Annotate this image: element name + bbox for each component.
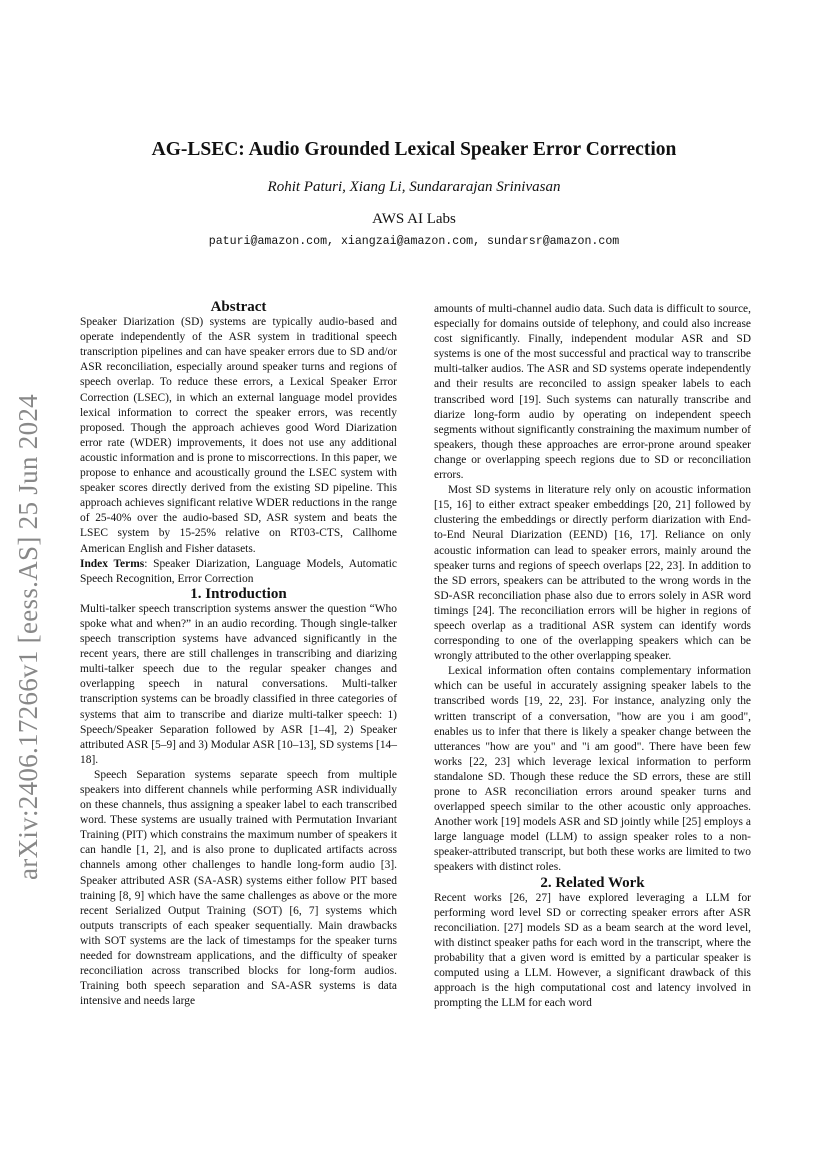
index-terms (80, 557, 397, 587)
intro-paragraph-3: amounts of multi-channel audio data. Such data is difficult to source, especially for domains outside of telephony, and could also increase cost significantly. Finally, independent modular ASR and SD systems is one of the most successful and practical way to transcribe multi-talker audios. The ASR and SD systems operate independently and their results are reconciled to assign speaker labels to each transcribed word [19]. Such systems can naturally transcribe and diarize long-form audio by operating on independent speech segments without significantly constraining the maximum number of speakers, though these approaches are error-prone around speaker change or overlapping speech regions due to SD or reconciliation errors. (434, 303, 751, 482)
paper-title: AG-LSEC: Audio Grounded Lexical Speaker Error Correction (151, 139, 677, 160)
affiliation: AWS AI Labs (372, 211, 456, 227)
right-column (434, 302, 751, 1011)
intro-paragraph-5: Lexical information often contains complementary information which can be useful in accurately assigning speaker labels to the transcribed words [19, 22, 23]. For instance, analyzing only the written transcript of a conversation, "how are you i am good", enables us to infer that there is likely a speaker change between the utterances "how are you" and "i am good". There have been few works [22, 23] which leverage lexical information to perform standalone SD. Though these reduce the SD errors, these are still prone to ASR reconciliation errors around speaker turns and overlapped speech similar to the other acoustic only approaches. Another work [19] models ASR and SD jointly while [25] employs a large language model (LLM) to assign speaker roles to a non-speaker-attributed transcript, but both these works are limited to two speakers with distinct roles. (434, 665, 751, 874)
left-column (80, 300, 397, 1009)
related-paragraph-1: Recent works [26, 27] have explored leveraging a LLM for performing word level SD or correcting speaker errors after ASR reconciliation. [27] models SD as a beam search at the word level, with distinct speaker paths for each word in the transcript, where the probability that a given word is emitted by a particular speaker is computed using a LLM. However, a significant drawback of this approach is the high computational cost and latency involved in prompting the LLM for each word (434, 891, 751, 1010)
abstract-text: Speaker Diarization (SD) systems are typically audio-based and operate independently of the ASR system in traditional speech transcription pipelines and can have speaker errors due to SD and/or ASR reconciliation, especially around speaker turns and regions of speech overlap. To reduce these errors, a Lexical Speaker Error Correction (LSEC), in which an external language model provides lexical information to correct the speaker errors, was recently proposed. Though the approach achieves good Word Diarization error rate (WDER) improvements, it does not use any additional acoustic information and is prone to miscorrections. In this paper, we propose to enhance and acoustically ground the LSEC system with speaker scores directly derived from the existing SD pipeline. This approach achieves significant relative WDER reductions in the range of 25-40% over the audio-based SD, ASR system and beats the LSEC system by 15-25% relative on RT03-CTS, Callhome American English and Fisher datasets. (80, 316, 397, 555)
intro-paragraph-2: Speech Separation systems separate speech from multiple speakers into different channels while performing ASR individually on these channels, thus assigning a speaker label to each transcribed word. These systems are usually trained with Permutation Invariant Training (PIT) which constrains the maximum number of speakers it can handle [1, 2], and is also prone to duplicated artifacts across channels among other challenges to handle long-form audio [3]. Speaker attributed ASR (SA-ASR) systems either follow PIT based training [8, 9] which have the same challenges as above or the more recent Serialized Output Training (SOT) [6, 7] systems which outputs transcripts of each speaker sequentially. Main drawbacks with SOT systems are the lack of timestamps for the speaker turns needed for downstream applications, and the difficulty of speaker reconciliation across transcribed blocks for long-form audios. Training both speech separation and SA-ASR systems is data intensive and needs large (80, 768, 397, 1008)
arxiv-watermark: arXiv:2406.17266v1 [eess.AS] 25 Jun 2024 (13, 394, 43, 880)
intro-paragraph-1: Multi-talker speech transcription systems answer the question “Who spoke what and when?” in an audio recording. Though single-talker speech transcription systems have advanced significantly in the recent years, there are still challenges in transcribing and diarizing multi-talker speech due to the regular speaker changes and overlapping speech in natural conversations. Multi-talker transcription systems can be broadly classified in three categories of systems that aim to transcribe and diarize multi-talker speech: 1) Speech/Speaker Separation followed by ASR [1–4], 2) Speaker attributed ASR [5–9] and 3) Modular ASR [10–13], SD systems [14–18]. (80, 602, 397, 766)
abstract-heading: Abstract (210, 299, 267, 315)
index-terms-text: : Speaker Diarization, Language Models, Automatic Speech Recognition, Error Correction (80, 557, 397, 585)
author-list: Rohit Paturi, Xiang Li, Sundararajan Srinivasan (267, 179, 561, 195)
related-work-heading: 2. Related Work (540, 874, 645, 891)
index-terms-label: Index Terms (80, 557, 145, 570)
intro-paragraph-4: Most SD systems in literature rely only on acoustic information [15, 16] to either extract speaker embeddings [20, 21] followed by clustering the embeddings or directly perform diarization with End-to-End Neural Diarization (EEND) [16, 17]. Reliance on only acoustic information can lead to speaker errors, mainly around the speaker turns and regions of speech overlaps [22, 23]. In addition to the SD errors, speakers can be attributed to the wrong words in the SD-ASR reconciliation phase also due to errors solely in ASR word timings [24]. The reconciliation errors will be higher in regions of speech overlap as a traditional ASR system can identify words corresponding to one of the overlapping speakers which can be wrongly attributed to the other overlapping speaker. (434, 484, 751, 663)
author-emails: paturi@amazon.com, xiangzai@amazon.com, sundarsr@amazon.com (208, 235, 620, 248)
introduction-heading: 1. Introduction (190, 585, 287, 602)
